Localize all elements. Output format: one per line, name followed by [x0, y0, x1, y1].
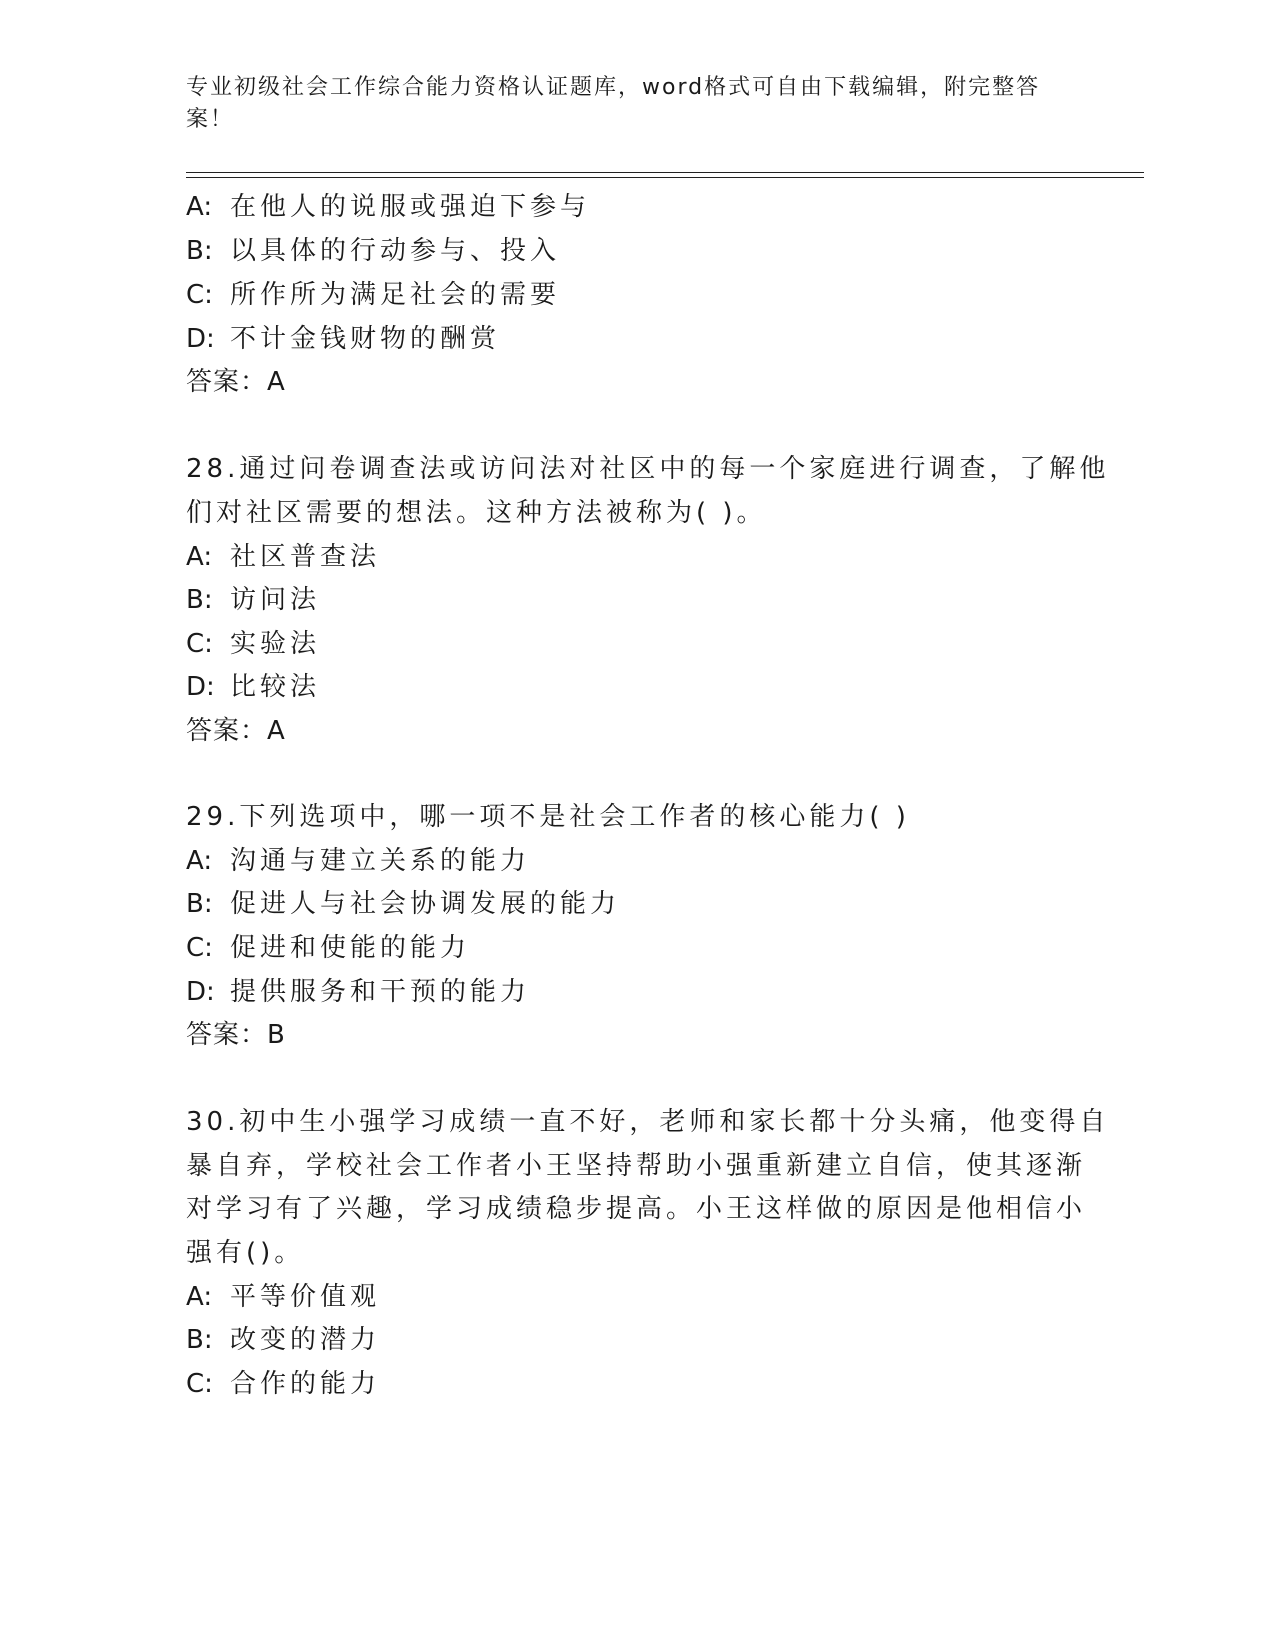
q30-stem-line-3: 对学习有了兴趣，学习成绩稳步提高。小王这样做的原因是他相信小 [186, 1194, 1087, 1224]
option-letter: C: [186, 280, 213, 310]
option-letter: C: [186, 1369, 213, 1399]
option-letter: A: [186, 1282, 213, 1312]
option-letter: B: [186, 236, 213, 266]
option-letter: B: [186, 1325, 213, 1355]
option-text: 实验法 [230, 629, 321, 659]
option-letter: A: [186, 846, 213, 876]
option-text: 平等价值观 [230, 1282, 381, 1312]
q28-stem-line-1: 28.通过问卷调查法或访问法对社区中的每一个家庭进行调查，了解他 [186, 454, 1110, 484]
q29-answer: 答案：B [186, 1020, 286, 1050]
q30-stem-line-2: 暴自弃，学校社会工作者小王坚持帮助小强重新建立自信，使其逐渐 [186, 1151, 1087, 1181]
document-header [186, 72, 1066, 136]
option-text: 促进和使能的能力 [230, 933, 471, 963]
option-letter: B: [186, 889, 213, 919]
q29-option-b [186, 887, 620, 921]
q27-option-d [186, 322, 500, 356]
option-text: 沟通与建立关系的能力 [230, 846, 531, 876]
option-letter: C: [186, 933, 213, 963]
option-text: 社区普查法 [230, 542, 381, 572]
header-divider-top [186, 172, 1144, 173]
q28-option-b [186, 583, 320, 617]
q28-stem-line-2: 们对社区需要的想法。这种方法被称为( )。 [186, 498, 767, 528]
q27-answer: 答案：A [186, 367, 286, 397]
q30-option-b [186, 1323, 380, 1357]
option-text: 不计金钱财物的酬赏 [230, 324, 501, 354]
q27-option-b [186, 234, 560, 268]
q29-option-a [186, 844, 530, 878]
q30-option-c [186, 1367, 380, 1401]
option-text: 提供服务和干预的能力 [230, 977, 531, 1007]
q30-stem-line-1: 30.初中生小强学习成绩一直不好，老师和家长都十分头痛，他变得自 [186, 1107, 1110, 1137]
option-text: 比较法 [230, 672, 321, 702]
option-letter: D: [186, 977, 215, 1007]
header-line-1: 专业初级社会工作综合能力资格认证题库，word格式可自由下载编辑，附完整答 [186, 75, 1041, 100]
option-text: 合作的能力 [230, 1369, 381, 1399]
option-text: 促进人与社会协调发展的能力 [230, 889, 621, 919]
header-divider-bottom [186, 177, 1144, 178]
q27-option-c [186, 278, 560, 312]
option-letter: A: [186, 542, 213, 572]
option-text: 访问法 [230, 585, 321, 615]
option-letter: D: [186, 672, 215, 702]
q29-stem-line-1: 29.下列选项中，哪一项不是社会工作者的核心能力( ) [186, 802, 910, 832]
q29-option-c [186, 931, 470, 965]
header-line-2: 案！ [186, 107, 235, 132]
q30-option-a [186, 1280, 380, 1314]
q28-option-a [186, 540, 380, 574]
option-letter: C: [186, 629, 213, 659]
option-letter: B: [186, 585, 213, 615]
option-text: 所作所为满足社会的需要 [230, 280, 561, 310]
q27-option-a [186, 190, 590, 224]
option-letter: D: [186, 324, 215, 354]
q28-answer: 答案：A [186, 716, 286, 746]
option-text: 在他人的说服或强迫下参与 [230, 192, 591, 222]
option-letter: A: [186, 192, 213, 222]
q30-stem-line-4: 强有()。 [186, 1238, 305, 1268]
option-text: 以具体的行动参与、投入 [230, 236, 561, 266]
option-text: 改变的潜力 [230, 1325, 381, 1355]
q28-option-d [186, 670, 320, 704]
q28-option-c [186, 627, 320, 661]
q29-option-d [186, 975, 530, 1009]
